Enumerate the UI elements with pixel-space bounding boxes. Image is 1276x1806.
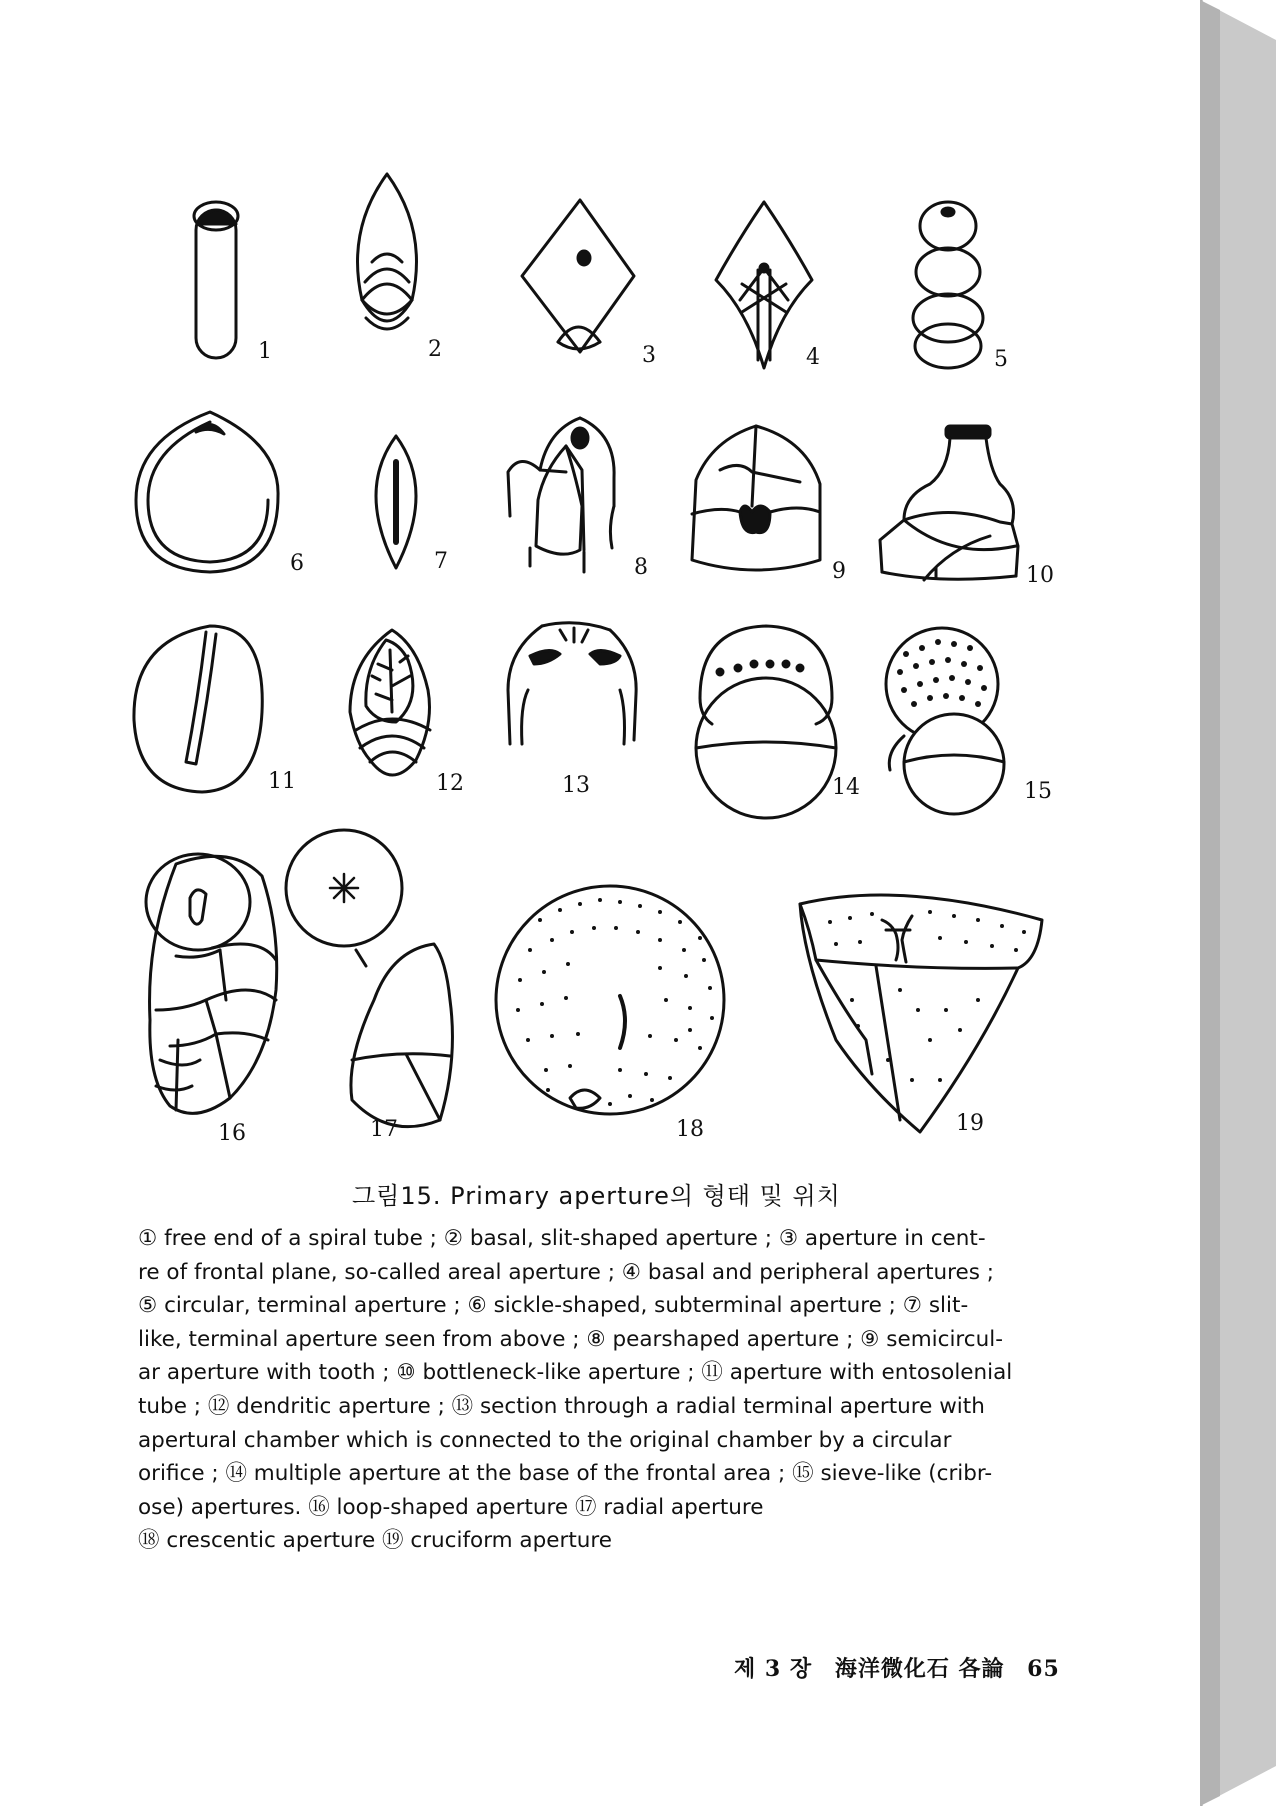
specimen-10 (880, 426, 1018, 580)
figure-label-19: 19 (956, 1111, 984, 1136)
figure-label-13: 13 (562, 773, 590, 798)
caption-line: ① free end of a spiral tube ; ② basal, slit-shaped aperture ; ③ aperture in cent- (138, 1226, 986, 1251)
specimen-19 (800, 895, 1042, 1132)
specimen-9 (692, 426, 820, 570)
specimen-1 (194, 202, 238, 358)
figure-label-9: 9 (832, 559, 846, 584)
specimen-7 (376, 436, 416, 568)
specimen-6 (136, 412, 278, 572)
figure-caption-title: 그림15. Primary aperture의 형태 및 위치 (352, 1182, 841, 1210)
page-number: 65 (1027, 1656, 1060, 1682)
footer-title: 海洋微化石 各論 (834, 1656, 1005, 1682)
page-footer (720, 1652, 1060, 1683)
specimen-14 (696, 626, 836, 818)
figure-label-3: 3 (642, 343, 656, 368)
figure-label-11: 11 (268, 769, 296, 794)
specimen-15 (886, 628, 1004, 814)
specimen-18 (496, 886, 724, 1114)
specimen-8 (508, 418, 614, 572)
figure-label-2: 2 (428, 337, 442, 362)
figure-label-5: 5 (994, 347, 1008, 372)
caption-line: tube ; ⑫ dendritic aperture ; ⑬ section through a radial terminal aperture with (138, 1393, 985, 1419)
specimen-2 (358, 174, 417, 329)
figure-label-17: 17 (370, 1117, 398, 1142)
figure-caption-text (138, 1222, 1078, 1558)
figure-label-15: 15 (1024, 779, 1052, 804)
figure-label-8: 8 (634, 555, 648, 580)
figure-label-12: 12 (436, 771, 464, 796)
caption-line: apertural chamber which is connected to the original chamber by a circular (138, 1427, 952, 1453)
specimen-17 (286, 830, 452, 1127)
figure-label-1: 1 (258, 339, 272, 364)
caption-line: orifice ; ⑭ multiple aperture at the base of the frontal area ; ⑮ sieve-like (cribr- (138, 1461, 993, 1487)
figure-label-10: 10 (1026, 563, 1054, 588)
caption-line: ⑤ circular, terminal aperture ; ⑥ sickle-shaped, subterminal aperture ; ⑦ slit- (138, 1293, 969, 1319)
specimen-13 (508, 623, 636, 744)
book-edge-shading (1200, 0, 1276, 1806)
caption-line: like, terminal aperture seen from above ; ⑧ pearshaped aperture ; ⑨ semicircul- (138, 1326, 1003, 1352)
caption-line: re of frontal plane, so-called areal aperture ; ④ basal and peripheral apertures ; (138, 1259, 995, 1285)
figure-label-16: 16 (218, 1121, 246, 1146)
caption-line: ose) apertures. ⑯ loop-shaped aperture ⑰ radial aperture (138, 1494, 764, 1520)
figure-label-18: 18 (676, 1117, 704, 1142)
caption-line: ar aperture with tooth ; ⑩ bottleneck-like aperture ; ⑪ aperture with entosolenial (138, 1360, 1013, 1386)
figure-label-7: 7 (434, 549, 448, 574)
figure-label-6: 6 (290, 551, 304, 576)
specimen-12 (350, 630, 430, 775)
specimen-4 (716, 202, 812, 368)
specimen-3 (522, 200, 634, 352)
specimen-11 (134, 626, 262, 792)
specimen-16 (146, 854, 277, 1113)
figure-label-14: 14 (832, 775, 860, 800)
specimen-5 (913, 202, 983, 368)
caption-line: ⑱ crescentic aperture ⑲ cruciform aperture (138, 1528, 612, 1554)
figure-label-4: 4 (806, 345, 820, 370)
footer-chapter: 제 3 장 (734, 1656, 813, 1682)
